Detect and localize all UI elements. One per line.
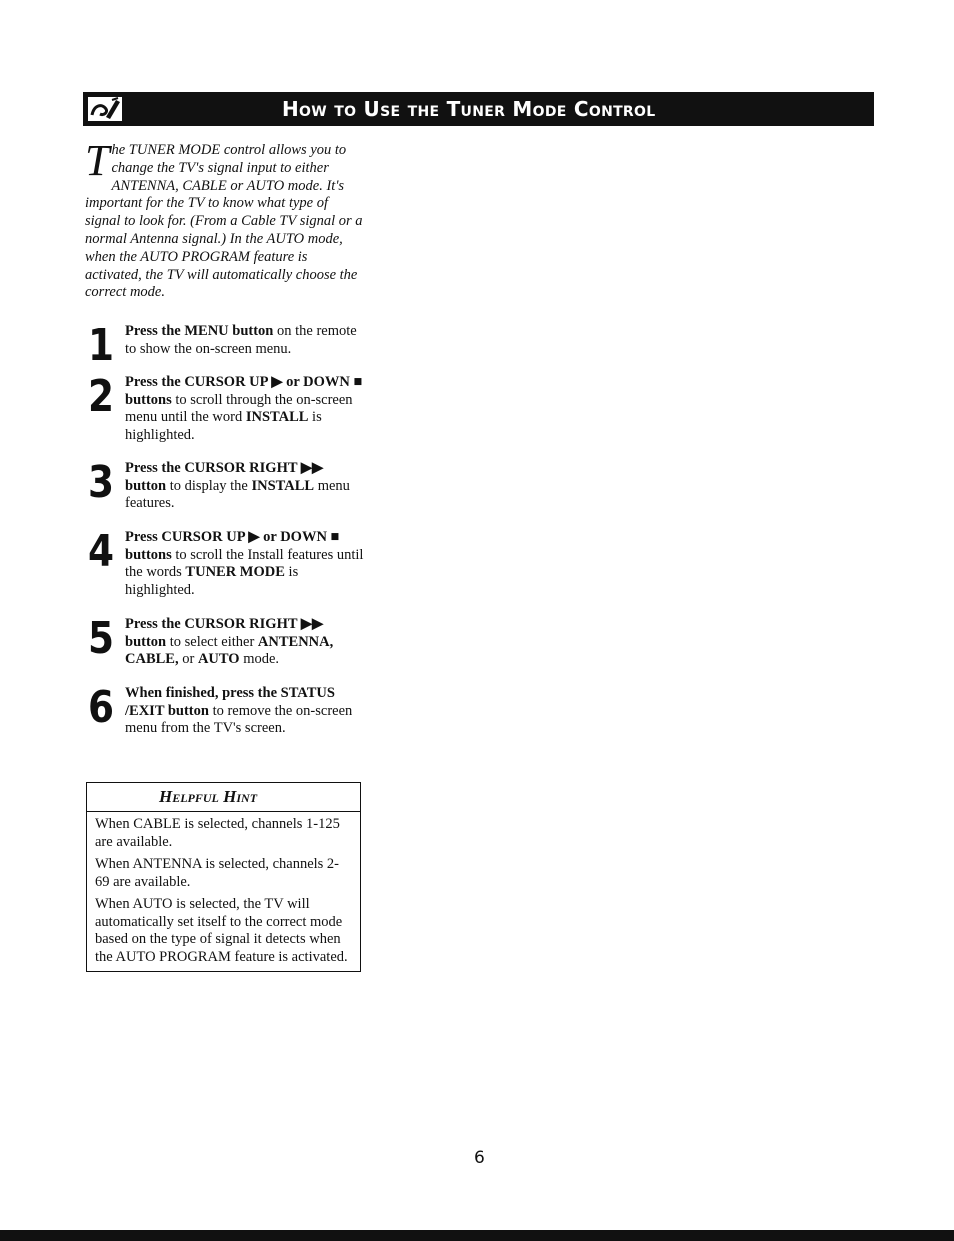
hint-paragraph-auto: When AUTO is selected, the TV will automatically set itself to the correct mode based on the type of signal it detects when the AUTO PROGRAM feature is activated. xyxy=(95,896,348,965)
step-number: 5 xyxy=(88,613,115,664)
step-text-run: is highlighted. xyxy=(125,564,299,598)
hint-paragraph-antenna: When ANTENNA is selected, channels 2-69 are available. xyxy=(95,856,340,890)
step-text-bold: Press the CURSOR RIGHT ▶▶ button xyxy=(125,616,324,650)
helpful-hint-title: Helpful Hint xyxy=(87,783,360,812)
hint-paragraph-cable: When CABLE is selected, channels 1-125 are available. xyxy=(95,816,340,850)
step-text-run: to remove the on-screen menu from the TV's screen. xyxy=(125,702,353,737)
step-text xyxy=(125,460,365,513)
step-number: 3 xyxy=(88,457,115,508)
step-text-run: or xyxy=(178,651,198,668)
page-number: 6 xyxy=(474,1148,485,1168)
step-text-run: to scroll the Install features until the words xyxy=(125,546,364,581)
step-text-bold: INSTALL xyxy=(245,409,309,426)
step-text-run: to scroll through the on-screen menu until the word xyxy=(125,391,353,426)
step-text-run: mode. xyxy=(239,651,280,668)
step-text xyxy=(125,616,365,669)
intro-dropcap: T xyxy=(85,136,110,185)
step-number: 4 xyxy=(88,526,115,577)
step-number: 2 xyxy=(88,371,115,422)
step-text-bold: Press the CURSOR RIGHT ▶▶ button xyxy=(125,460,324,494)
helpful-hint-box xyxy=(86,782,361,972)
step-text-run: to display the xyxy=(166,477,252,494)
intro-text: he TUNER MODE control allows you to change the TV's signal input to either ANTENNA, CABLE or AUTO mode. It's important for the TV to know what type of signal to look for. (From a Cable TV signal or a normal Antenna signal.) In the AUTO mode, when the AUTO PROGRAM feature is activated, the TV will automatically choose the correct mode. xyxy=(85,142,363,301)
step-text-bold: AUTO xyxy=(197,651,240,668)
step-text-bold: Press the MENU button xyxy=(125,323,274,339)
step-text-bold: Press CURSOR UP ▶ or DOWN ■ buttons xyxy=(125,529,340,563)
step-text-bold: INSTALL xyxy=(251,477,315,494)
step-text xyxy=(125,323,365,358)
bottom-bar xyxy=(0,1230,954,1241)
step-text-bold: ANTENNA, CABLE, xyxy=(125,633,334,668)
step-text-bold: Press the CURSOR UP ▶ or DOWN ■ buttons xyxy=(125,374,363,408)
step-text-bold: When finished, press the STATUS /EXIT button xyxy=(125,685,335,719)
step-text-run: menu features. xyxy=(125,477,350,512)
step-text xyxy=(125,529,365,599)
step-text xyxy=(125,685,365,738)
step-text-run: is highlighted. xyxy=(125,409,322,443)
step-number: 1 xyxy=(88,320,115,371)
section-header-bar xyxy=(83,92,874,126)
step-text-run: on the remote to show the on-screen menu. xyxy=(125,323,357,357)
step-number: 6 xyxy=(88,682,115,733)
tv-remote-logo-icon xyxy=(86,95,124,123)
step-text-bold: TUNER MODE xyxy=(185,564,285,581)
step-text xyxy=(125,374,365,444)
step-text-run: to select either xyxy=(166,633,258,650)
page-title: How to Use the Tuner Mode Control xyxy=(282,97,656,121)
intro-paragraph xyxy=(85,136,365,302)
